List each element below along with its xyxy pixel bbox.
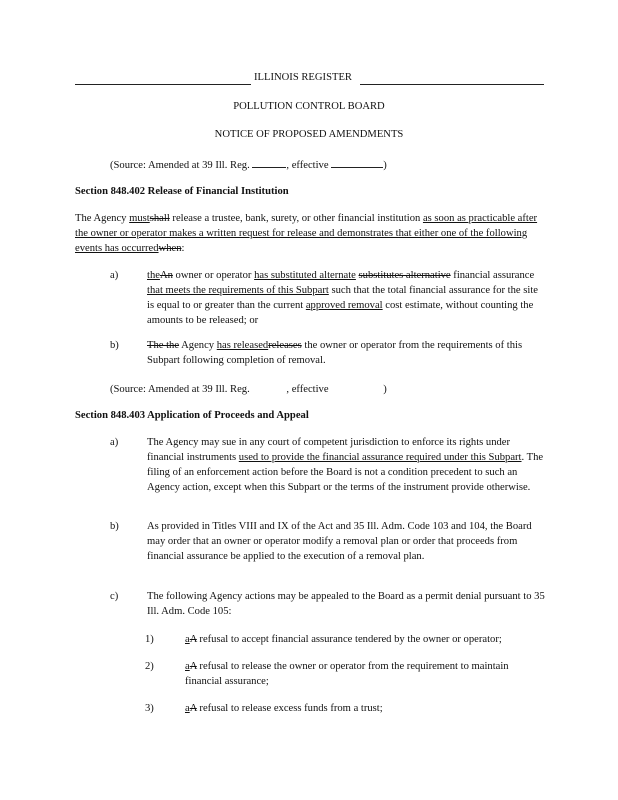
section-402-a-label: a) bbox=[110, 270, 119, 281]
section-403-c-item-3-label: 3) bbox=[145, 703, 154, 714]
reg-blank-2 bbox=[252, 380, 286, 392]
section-403-c-item-2-text: aA refusal to release the owner or operator from the requirement to maintain financial assurance; bbox=[185, 661, 509, 687]
board-title: POLLUTION CONTROL BOARD bbox=[233, 101, 385, 112]
section-403-a-text: The Agency may sue in any court of competent jurisdiction to enforce its rights under financial instruments used to provide the financial assurance required under this Subpart. The filing of an enforcement action before the Board is not a condition precedent to such an Agency action, except when this Subpart or the terms of the instrument provide otherwise. bbox=[147, 437, 544, 493]
section-403-c-item-3-text: aA refusal to release excess funds from a trust; bbox=[185, 703, 383, 714]
register-title: ILLINOIS REGISTER bbox=[254, 72, 352, 83]
section-403-heading: Section 848.403 Application of Proceeds and Appeal bbox=[75, 410, 309, 421]
effective-blank-2 bbox=[331, 380, 383, 392]
section-402-heading: Section 848.402 Release of Financial Institution bbox=[75, 186, 289, 197]
section-403-a-label: a) bbox=[110, 437, 119, 448]
section-402-intro: The Agency mustshall release a trustee, bank, surety, or other financial institution as soon as practicable after the owner or operator makes a written request for release and demonstrates that either one of the following events has occurredwhen: bbox=[75, 213, 538, 254]
notice-title: NOTICE OF PROPOSED AMENDMENTS bbox=[214, 129, 404, 140]
section-403-b-label: b) bbox=[110, 521, 119, 532]
section-403-c-label: c) bbox=[110, 591, 119, 602]
effective-blank bbox=[331, 156, 383, 168]
section-403-c-item-1-text: aA refusal to accept financial assurance tendered by the owner or operator; bbox=[185, 634, 502, 645]
section-403-c-item-2-label: 2) bbox=[145, 661, 154, 672]
section-403-c-text: The following Agency actions may be appealed to the Board as a permit denial pursuant to 35 Ill. Adm. Code 105: bbox=[147, 591, 545, 617]
section-402-a-text: theAn owner or operator has substituted alternate substitutes alternative financial assurance that meets the requirements of this Subpart such that the total financial assurance for the site is equal to or greater than the current approved removal cost estimate, without counting the amounts to be released; or bbox=[147, 270, 538, 326]
section-403-c-item-1-label: 1) bbox=[145, 634, 154, 645]
source-note-1: (Source: Amended at 39 Ill. Reg. , effective ) bbox=[110, 156, 387, 173]
section-403-b-text: As provided in Titles VIII and IX of the Act and 35 Ill. Adm. Code 103 and 104, the Board may order that an owner or operator modify a removal plan or order that proceeds from financial assurance be applied to the execution of a removal plan. bbox=[147, 521, 532, 562]
source-note-2: (Source: Amended at 39 Ill. Reg. , effective ) bbox=[110, 380, 387, 397]
header-rule-right bbox=[360, 84, 544, 85]
section-402-b-label: b) bbox=[110, 340, 119, 351]
header-rule-left bbox=[75, 84, 251, 85]
reg-blank bbox=[252, 156, 286, 168]
section-402-b-text: The the Agency has releasedreleases the owner or operator from the requirements of this Subpart following completion of removal. bbox=[147, 340, 523, 366]
